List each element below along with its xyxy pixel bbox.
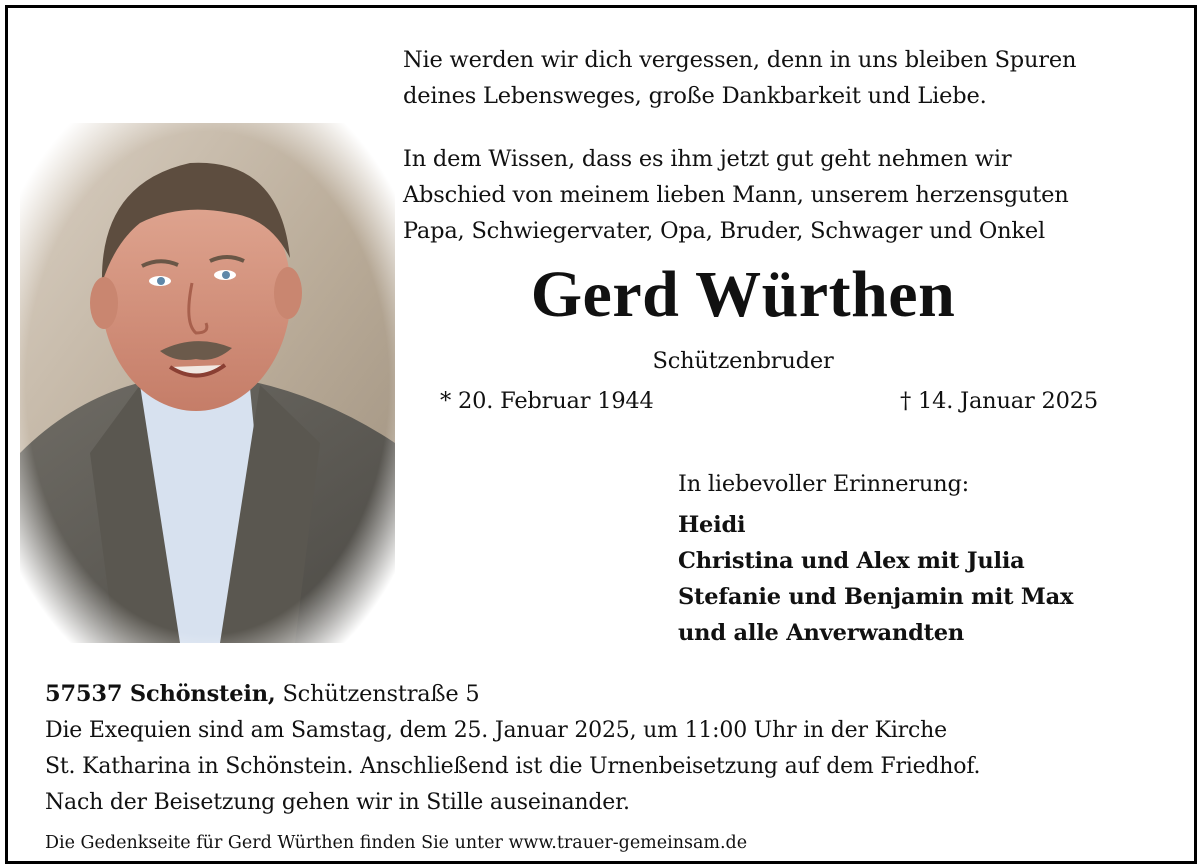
mourner-1: Heidi: [678, 512, 746, 538]
service-line-3: Nach der Beisetzung gehen wir in Stille auseinander.: [45, 790, 630, 815]
intro-line-3: In dem Wissen, dass es ihm jetzt gut geht nehmen wir: [403, 146, 1012, 172]
address-street: Schützenstraße 5: [282, 681, 480, 707]
address: [45, 676, 480, 712]
mourner-3: Stefanie und Benjamin mit Max: [678, 584, 1074, 610]
memorial-page-note: Die Gedenkseite für Gerd Würthen finden Sie unter www.trauer-gemeinsam.de: [45, 833, 748, 853]
address-city: 57537 Schönstein,: [45, 681, 276, 707]
mourner-2: Christina und Alex mit Julia: [678, 548, 1025, 574]
intro-line-5: Papa, Schwiegervater, Opa, Bruder, Schwager und Onkel: [403, 218, 1045, 244]
death-date: † 14. Januar 2025: [900, 388, 1098, 414]
mourner-4: und alle Anverwandten: [678, 620, 965, 646]
intro-line-4: Abschied von meinem lieben Mann, unserem herzensguten: [403, 182, 1069, 208]
portrait-photo: [20, 123, 395, 643]
service-line-2: St. Katharina in Schönstein. Anschließend ist die Urnenbeisetzung auf dem Friedhof.: [45, 754, 981, 779]
intro-line-1: Nie werden wir dich vergessen, denn in uns bleiben Spuren: [403, 47, 1077, 73]
obituary-notice: [5, 5, 1197, 864]
deceased-name: Gerd Würthen: [530, 258, 956, 331]
deceased-title: Schützenbruder: [652, 348, 834, 374]
mourners-heading: In liebevoller Erinnerung:: [678, 471, 970, 497]
service-line-1: Die Exequien sind am Samstag, dem 25. Januar 2025, um 11:00 Uhr in der Kirche: [45, 718, 947, 743]
birth-date: * 20. Februar 1944: [440, 388, 654, 414]
intro-line-2: deines Lebensweges, große Dankbarkeit und Liebe.: [403, 83, 987, 109]
